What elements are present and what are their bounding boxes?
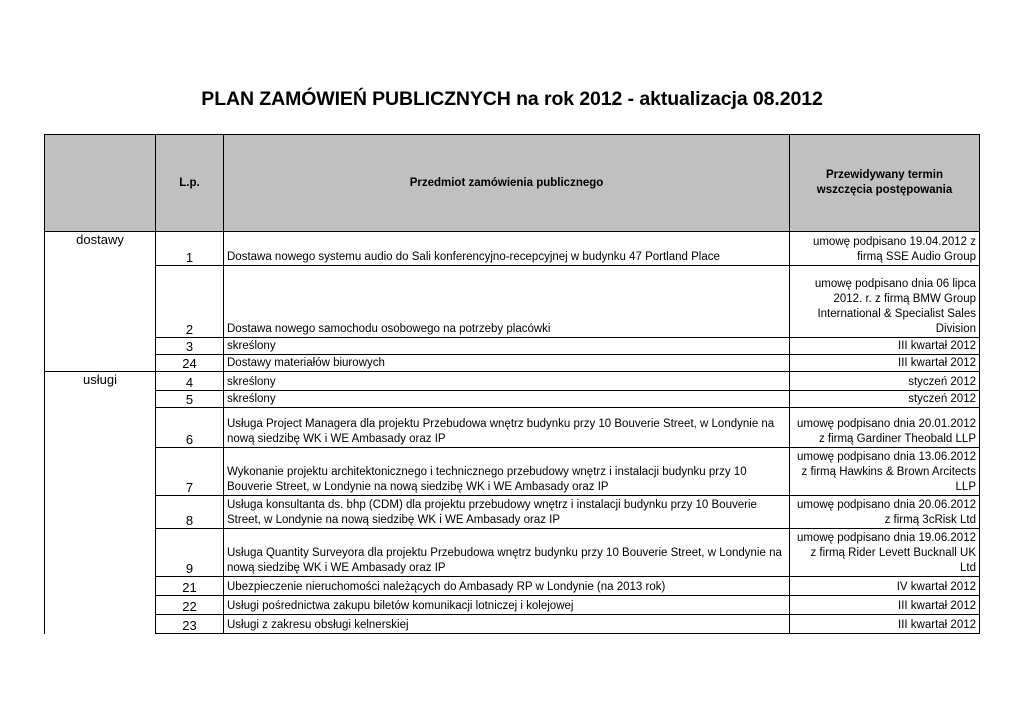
row-subject: skreślony bbox=[224, 391, 790, 408]
row-subject: Dostawa nowego systemu audio do Sali konferencyjno-recepcyjnej w budynku 47 Portland Place bbox=[224, 232, 790, 266]
table-row bbox=[45, 232, 980, 266]
header-category bbox=[45, 135, 156, 232]
row-subject: Dostawy materiałów biurowych bbox=[224, 355, 790, 372]
header-lp: L.p. bbox=[156, 135, 224, 232]
row-subject: Usługi z zakresu obsługi kelnerskiej bbox=[224, 615, 790, 634]
row-number: 8 bbox=[156, 496, 224, 529]
row-term: IV kwartał 2012 bbox=[790, 577, 980, 596]
procurement-plan-table bbox=[44, 134, 980, 634]
row-term: umowę podpisano dnia 06 lipca 2012. r. z firmą BMW Group International & Specialist Sales Division bbox=[790, 266, 980, 338]
row-number: 9 bbox=[156, 529, 224, 577]
row-term: III kwartał 2012 bbox=[790, 355, 980, 372]
row-number: 21 bbox=[156, 577, 224, 596]
row-number: 2 bbox=[156, 266, 224, 338]
table-row bbox=[45, 615, 980, 634]
row-number: 23 bbox=[156, 615, 224, 634]
row-number: 6 bbox=[156, 408, 224, 448]
table-row bbox=[45, 391, 980, 408]
table-row bbox=[45, 338, 980, 355]
table-row bbox=[45, 266, 980, 338]
table-body bbox=[45, 232, 980, 634]
row-subject: Dostawa nowego samochodu osobowego na potrzeby placówki bbox=[224, 266, 790, 338]
row-number: 4 bbox=[156, 372, 224, 391]
table-row bbox=[45, 529, 980, 577]
table-row bbox=[45, 408, 980, 448]
row-subject: Ubezpieczenie nieruchomości należących do Ambasady RP w Londynie (na 2013 rok) bbox=[224, 577, 790, 596]
row-subject: Usługa Quantity Surveyora dla projektu Przebudowa wnętrz budynku przy 10 Bouverie Street, w Londynie na nową siedzibę WK i WE Ambasady oraz IP bbox=[224, 529, 790, 577]
table-header-row bbox=[45, 135, 980, 232]
table-row bbox=[45, 448, 980, 496]
row-subject: skreślony bbox=[224, 338, 790, 355]
table-row bbox=[45, 355, 980, 372]
header-term: Przewidywany termin wszczęcia postępowania bbox=[790, 135, 980, 232]
row-subject: Wykonanie projektu architektonicznego i technicznego przebudowy wnętrz i instalacji budynku przy 10 Bouverie Street, w Londynie na nową siedzibę WK i WE Ambasady oraz IP bbox=[224, 448, 790, 496]
row-term: styczeń 2012 bbox=[790, 391, 980, 408]
row-term: styczeń 2012 bbox=[790, 372, 980, 391]
row-subject: Usługa konsultanta ds. bhp (CDM) dla projektu przebudowy wnętrz i instalacji budynku przy 10 Bouverie Street, w Londynie na nową siedzibę WK i WE Ambasady oraz IP bbox=[224, 496, 790, 529]
row-term: umowę podpisano dnia 19.06.2012 z firmą Rider Levett Bucknall UK Ltd bbox=[790, 529, 980, 577]
header-subject: Przedmiot zamówienia publicznego bbox=[224, 135, 790, 232]
category-cell: usługi bbox=[45, 372, 156, 634]
row-subject: skreślony bbox=[224, 372, 790, 391]
row-number: 1 bbox=[156, 232, 224, 266]
table-row bbox=[45, 496, 980, 529]
category-cell: dostawy bbox=[45, 232, 156, 372]
page-title: PLAN ZAMÓWIEŃ PUBLICZNYCH na rok 2012 - aktualizacja 08.2012 bbox=[201, 88, 823, 110]
row-term: III kwartał 2012 bbox=[790, 338, 980, 355]
row-term: umowę podpisano dnia 20.06.2012 z firmą 3cRisk Ltd bbox=[790, 496, 980, 529]
row-number: 22 bbox=[156, 596, 224, 615]
row-subject: Usługi pośrednictwa zakupu biletów komunikacji lotniczej i kolejowej bbox=[224, 596, 790, 615]
table-row bbox=[45, 372, 980, 391]
row-number: 3 bbox=[156, 338, 224, 355]
row-term: umowę podpisano 19.04.2012 z firmą SSE Audio Group bbox=[790, 232, 980, 266]
row-term: umowę podpisano dnia 20.01.2012 z firmą Gardiner Theobald LLP bbox=[790, 408, 980, 448]
row-number: 24 bbox=[156, 355, 224, 372]
row-term: III kwartał 2012 bbox=[790, 596, 980, 615]
row-term: umowę podpisano dnia 13.06.2012 z firmą Hawkins & Brown Arcitects LLP bbox=[790, 448, 980, 496]
row-subject: Usługa Project Managera dla projektu Przebudowa wnętrz budynku przy 10 Bouverie Street, w Londynie na nową siedzibę WK i WE Ambasady oraz IP bbox=[224, 408, 790, 448]
table-row bbox=[45, 577, 980, 596]
row-number: 5 bbox=[156, 391, 224, 408]
table-row bbox=[45, 596, 980, 615]
row-number: 7 bbox=[156, 448, 224, 496]
row-term: III kwartał 2012 bbox=[790, 615, 980, 634]
